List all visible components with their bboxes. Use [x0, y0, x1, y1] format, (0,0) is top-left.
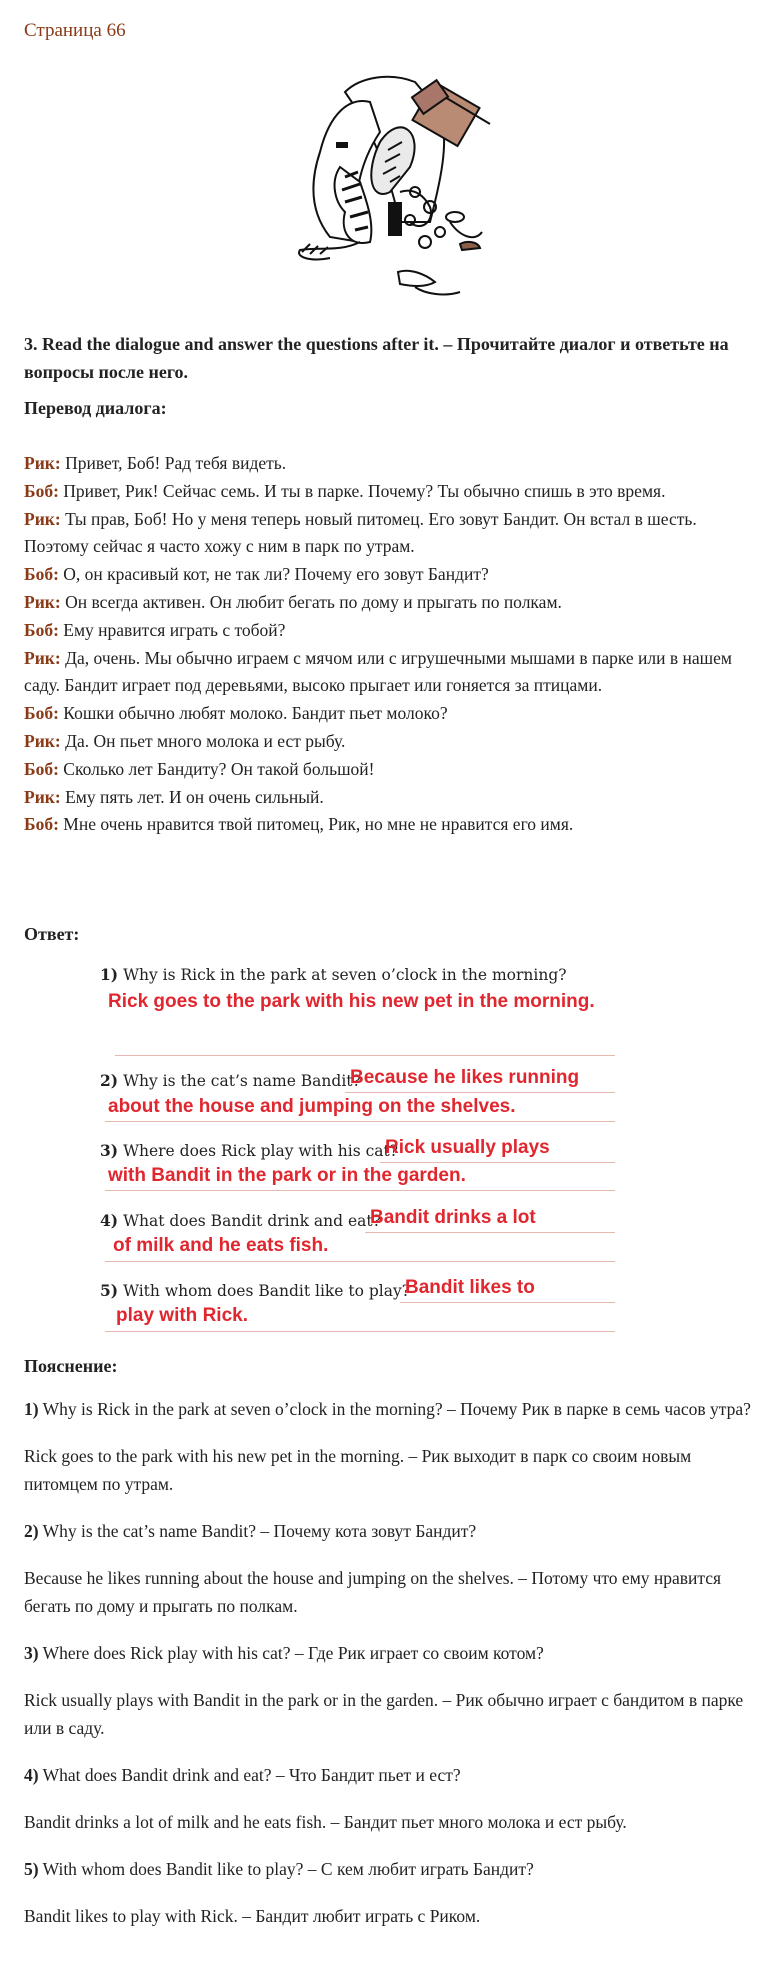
- answer-heading: Ответ:: [24, 924, 80, 944]
- explanation-text: Bandit drinks a lot of milk and he eats fish. – Бандит пьет много молока и ест рыбу.: [24, 1812, 627, 1832]
- question-number: 3): [100, 1141, 119, 1160]
- answer-line: [105, 1261, 615, 1262]
- question-number: 1): [100, 965, 119, 984]
- answer-line: [345, 1092, 615, 1093]
- dialogue-text: Сколько лет Бандиту? Он такой большой!: [58, 758, 375, 779]
- question-number: 5): [24, 1859, 39, 1879]
- speaker-label: Боб:: [24, 703, 59, 724]
- dialogue-text: Привет, Рик! Сейчас семь. И ты в парке. Почему? Ты обычно спишь в это время.: [58, 480, 666, 501]
- dialogue-text: Ты прав, Боб! Но у меня теперь новый питомец. Его зовут Бандит. Он встал в шесть. Поэтому сейчас я часто хожу с ним в парк по утрам.: [24, 508, 697, 557]
- handwritten-answer: Rick usually plays: [385, 1137, 550, 1158]
- dialogue-line: [24, 784, 754, 812]
- dialogue: [24, 450, 754, 839]
- cat-knocking-over-shelf-illustration: [250, 72, 520, 308]
- speaker-label: Рик:: [24, 730, 61, 751]
- answer-line: [105, 1331, 615, 1332]
- explanation-paragraph: [24, 1442, 754, 1498]
- explanation-text: Where does Rick play with his cat? – Где Рик играет со своим котом?: [38, 1643, 544, 1663]
- question-number: 3): [24, 1643, 39, 1663]
- handwritten-answer: about the house and jumping on the shelves.: [108, 1096, 516, 1117]
- workbook-question: [100, 965, 567, 984]
- dialogue-text: Да. Он пьет много молока и ест рыбу.: [60, 730, 346, 751]
- explanation-text: What does Bandit drink and eat? – Что Бандит пьет и ест?: [38, 1765, 461, 1785]
- speaker-label: Боб:: [24, 564, 59, 585]
- explanation-text: Rick usually plays with Bandit in the park or in the garden. – Рик обычно играет с бандитом в парке или в саду.: [24, 1690, 744, 1738]
- handwritten-answer: Because he likes running: [350, 1067, 580, 1088]
- explanation-text: Because he likes running about the house and jumping on the shelves. – Потому что ему нравится бегать по дому и прыгать по полкам.: [24, 1568, 722, 1616]
- explanation-paragraph: [24, 1902, 754, 1930]
- question-number: 2): [24, 1521, 39, 1541]
- explanation-text: Why is the cat’s name Bandit? – Почему кота зовут Бандит?: [38, 1521, 477, 1541]
- explanation-text: Rick goes to the park with his new pet in the morning. – Рик выходит в парк со своим новым питомцем по утрам.: [24, 1446, 692, 1494]
- dialogue-line: [24, 728, 754, 756]
- dialogue-text: Он всегда активен. Он любит бегать по дому и прыгать по полкам.: [60, 591, 562, 612]
- dialogue-line: [24, 617, 754, 645]
- explanation-paragraph: [24, 1855, 754, 1883]
- speaker-label: Боб:: [24, 814, 59, 835]
- dialogue-text: О, он красивый кот, не так ли? Почему его зовут Бандит?: [58, 564, 489, 585]
- answer-line: [105, 1121, 615, 1122]
- handwritten-answer: play with Rick.: [116, 1305, 248, 1326]
- explanation-heading: Пояснение:: [24, 1356, 118, 1376]
- dialogue-text: Привет, Боб! Рад тебя видеть.: [60, 453, 287, 473]
- speaker-label: Боб:: [24, 619, 59, 640]
- dialogue-text: Ему нравится играть с тобой?: [58, 619, 286, 640]
- workbook-answers: [100, 957, 660, 1337]
- speaker-label: Рик:: [24, 453, 61, 473]
- explanation-paragraph: [24, 1808, 754, 1836]
- dialogue-line: [24, 645, 754, 701]
- answer-line: [115, 1055, 615, 1056]
- task-title: 3. Read the dialogue and answer the questions after it. – Прочитайте диалог и ответьте на вопросы после него.: [24, 334, 729, 382]
- question-text: What does Bandit drink and eat?: [123, 1212, 381, 1230]
- handwritten-answer: of milk and he eats fish.: [113, 1235, 329, 1256]
- handwritten-answer: Rick goes to the park with his new pet in the morning.: [108, 991, 595, 1012]
- page-label: Страница 66: [24, 20, 126, 41]
- dialogue-line: [24, 756, 754, 784]
- answer-line: [380, 1162, 615, 1163]
- speaker-label: Боб:: [24, 758, 59, 779]
- speaker-label: Рик:: [24, 591, 61, 612]
- dialogue-line: [24, 700, 754, 728]
- speaker-label: Боб:: [24, 480, 59, 501]
- dialogue-line: [24, 811, 754, 839]
- question-number: 1): [24, 1399, 39, 1419]
- dialogue-text: Ему пять лет. И он очень сильный.: [60, 786, 324, 807]
- dialogue-line: [24, 478, 754, 506]
- dialogue-line: [24, 561, 754, 589]
- answer-line: [365, 1232, 615, 1233]
- dialogue-text: Мне очень нравится твой питомец, Рик, но мне не нравится его имя.: [58, 814, 574, 835]
- dialogue-line: [24, 589, 754, 617]
- question-text: Why is the cat’s name Bandit?: [123, 1072, 361, 1090]
- workbook-question: [100, 1071, 361, 1090]
- dialogue-line: [24, 450, 754, 478]
- explanation-paragraph: [24, 1395, 754, 1423]
- explanation-paragraph: [24, 1761, 754, 1789]
- question-text: Why is Rick in the park at seven o’clock in the morning?: [123, 966, 567, 984]
- question-text: With whom does Bandit like to play?: [123, 1282, 411, 1300]
- explanation-paragraph: [24, 1686, 754, 1742]
- explanation-paragraph: [24, 1564, 754, 1620]
- handwritten-answer: Bandit drinks a lot: [370, 1207, 536, 1228]
- workbook-question: [100, 1281, 410, 1300]
- question-text: Where does Rick play with his cat?: [123, 1142, 399, 1160]
- question-number: 5): [100, 1281, 119, 1300]
- question-number: 4): [24, 1765, 39, 1785]
- explanation-paragraph: [24, 1517, 754, 1545]
- handwritten-answer: Bandit likes to: [405, 1277, 535, 1298]
- speaker-label: Рик:: [24, 647, 61, 668]
- explanation-text: Why is Rick in the park at seven o’clock in the morning? – Почему Рик в парке в семь часов утра?: [38, 1399, 751, 1419]
- explanation-paragraph: [24, 1639, 754, 1667]
- workbook-question: [100, 1211, 381, 1230]
- explanation-text: With whom does Bandit like to play? – С кем любит играть Бандит?: [38, 1859, 534, 1879]
- translation-heading: Перевод диалога:: [24, 398, 167, 418]
- handwritten-answer: with Bandit in the park or in the garden.: [108, 1165, 466, 1186]
- explanation: [24, 1395, 754, 1949]
- explanation-text: Bandit likes to play with Rick. – Бандит любит играть с Риком.: [24, 1906, 481, 1926]
- dialogue-text: Да, очень. Мы обычно играем с мячом или с игрушечными мышами в парке или в нашем саду. Бандит играет под деревьями, высоко прыгает или гоняется за птицами.: [24, 647, 732, 696]
- speaker-label: Рик:: [24, 508, 61, 529]
- question-number: 4): [100, 1211, 119, 1230]
- dialogue-text: Кошки обычно любят молоко. Бандит пьет молоко?: [58, 703, 448, 724]
- speaker-label: Рик:: [24, 786, 61, 807]
- answer-line: [105, 1190, 615, 1191]
- dialogue-line: [24, 506, 754, 562]
- workbook-question: [100, 1141, 398, 1160]
- answer-line: [400, 1302, 615, 1303]
- question-number: 2): [100, 1071, 119, 1090]
